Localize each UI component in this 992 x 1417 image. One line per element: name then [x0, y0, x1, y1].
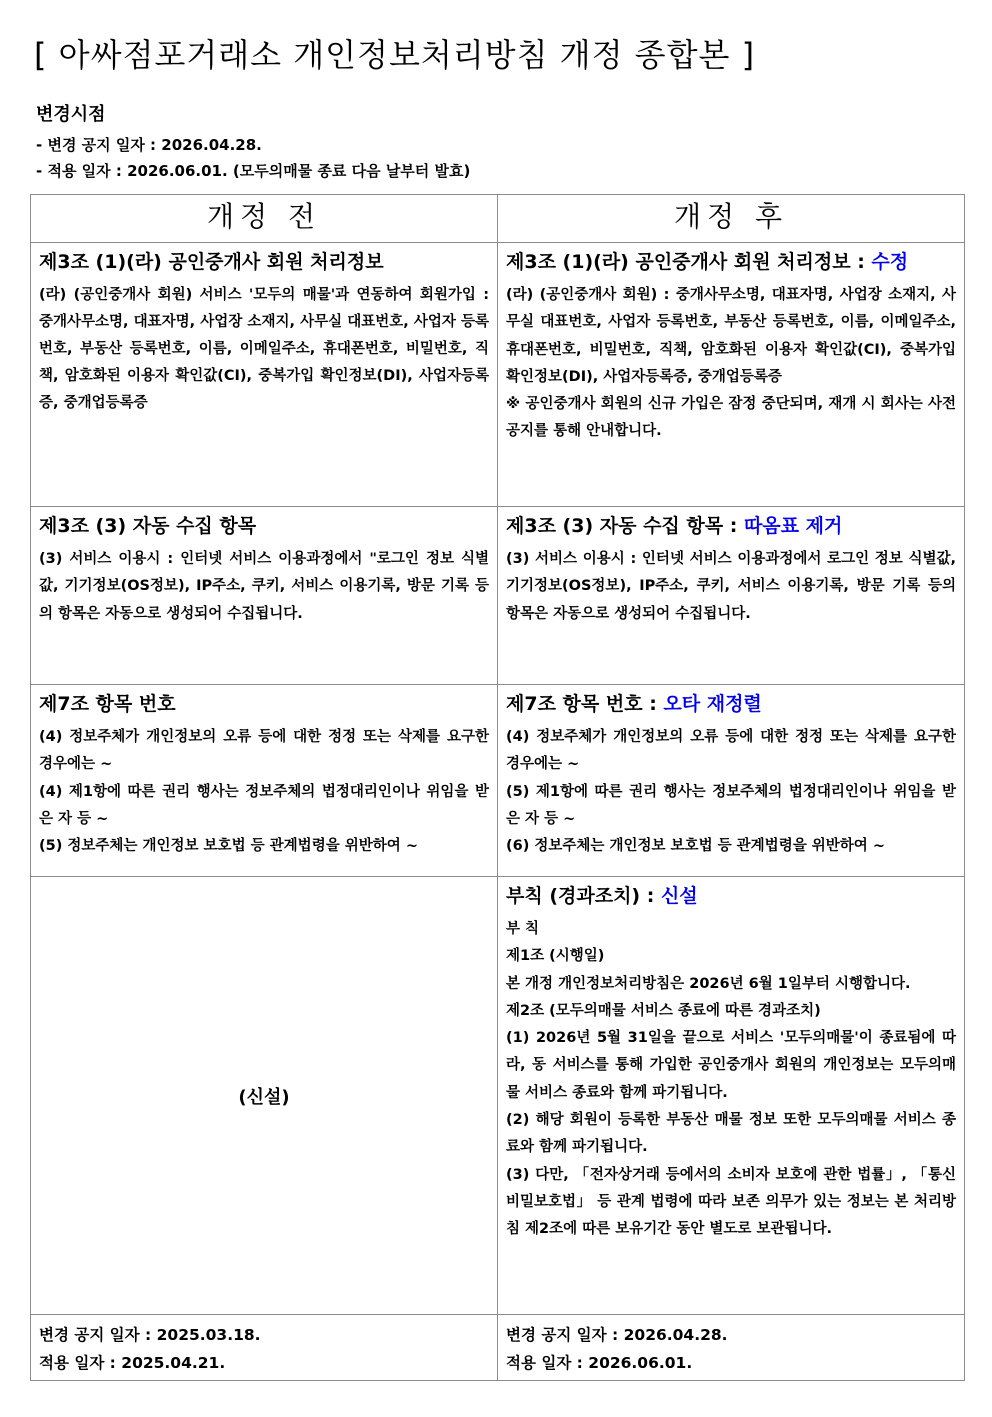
row3-before-heading: 제7조 항목 번호 — [39, 693, 176, 715]
row3-before-cell — [31, 685, 498, 877]
row4-after-cell — [498, 877, 965, 1315]
column-header-before: 개정 전 — [31, 195, 498, 243]
row4-after-line: 제2조 (모두의매물 서비스 종료에 따른 경과조치) — [506, 1002, 821, 1019]
row4-after-line: (1) 2026년 5월 31일을 끝으로 서비스 '모두의매물'이 종료됨에 따라, 동 서비스를 통해 가입한 공인중개사 회원의 개인정보는 모두의매물 서비스 종료와 함께 파기됩니다. — [506, 1030, 956, 1101]
row1-after-heading-text: 제3조 (1)(라) 공인중개사 회원 처리정보 : — [506, 251, 872, 273]
row1-after-note: ※ 공인중개사 회원의 신규 가입은 잠정 중단되며, 재개 시 회사는 사전 공지를 통해 안내합니다. — [506, 396, 956, 440]
row1-before-cell — [31, 243, 498, 507]
change-tag: 따옴표 제거 — [743, 515, 843, 537]
row1-after-heading — [506, 247, 956, 274]
row4-after-heading-text: 부칙 (경과조치) : — [506, 885, 661, 907]
change-tag: 신설 — [660, 885, 698, 907]
footer-before-effective: 적용 일자 : 2025.04.21. — [39, 1354, 226, 1372]
section-heading: 변경시점 — [36, 104, 106, 125]
footer-before-notice: 변경 공지 일자 : 2025.03.18. — [39, 1326, 261, 1344]
footer-after-cell — [498, 1315, 965, 1381]
row1-after-cell — [498, 243, 965, 507]
row2-after-heading — [506, 511, 956, 538]
table-row — [31, 877, 965, 1315]
row2-after-body: (3) 서비스 이용시 : 인터넷 서비스 이용과정에서 로그인 정보 식별값, 기기정보(OS정보), IP주소, 쿠키, 서비스 이용기록, 방문 기록 등의 항목은 자동으로 생성되어 수집됩니다. — [506, 551, 956, 622]
row3-after-line: (4) 정보주체가 개인정보의 오류 등에 대한 정정 또는 삭제를 요구한 경우에는 ~ — [506, 729, 956, 773]
row4-after-line: 제1조 (시행일) — [506, 948, 605, 965]
change-tag: 수정 — [871, 251, 909, 273]
row3-after-cell — [498, 685, 965, 877]
row2-before-heading: 제3조 (3) 자동 수집 항목 — [39, 515, 257, 537]
table-footer-row — [31, 1315, 965, 1381]
row1-before-body: (라) (공인중개사 회원) 서비스 '모두의 매물'과 연동하여 회원가입 : 중개사무소명, 대표자명, 사업장 소재지, 사무실 대표번호, 사업자 등록번호, 부동산 등록번호, 이름, 이메일주소, 휴대폰번호, 비밀번호, 직책, 암호화된 이용자 확인값(CI), 중복가입 확인정보(DI), 사업자등록증, 중개업등록증 — [39, 287, 489, 411]
row4-before-cell: (신설) — [31, 877, 498, 1315]
row3-before-line: (4) 정보주체가 개인정보의 오류 등에 대한 정정 또는 삭제를 요구한 경우에는 ~ — [39, 729, 489, 773]
row4-after-line: (2) 해당 회원이 등록한 부동산 매물 정보 또한 모두의매물 서비스 종료와 함께 파기됩니다. — [506, 1112, 956, 1156]
row3-after-heading — [506, 689, 956, 716]
footer-after-notice: 변경 공지 일자 : 2026.04.28. — [506, 1326, 728, 1344]
row1-before-heading: 제3조 (1)(라) 공인중개사 회원 처리정보 — [39, 251, 384, 273]
change-tag: 오타 재정렬 — [663, 693, 762, 715]
notice-date: - 변경 공지 일자 : 2026.04.28. — [36, 136, 262, 154]
row2-after-cell — [498, 507, 965, 685]
footer-before-cell — [31, 1315, 498, 1381]
table-row — [31, 685, 965, 877]
row3-before-line: (4) 제1항에 따른 권리 행사는 정보주체의 법정대리인이나 위임을 받은 자 등 ~ — [39, 783, 489, 827]
row4-after-heading — [506, 881, 956, 908]
row2-before-cell — [31, 507, 498, 685]
comparison-table — [30, 194, 965, 1381]
row3-before-line: (5) 정보주체는 개인정보 보호법 등 관계법령을 위반하여 ~ — [39, 838, 418, 855]
effective-date: - 적용 일자 : 2026.06.01. (모두의매물 종료 다음 날부터 발효) — [36, 162, 471, 180]
row2-before-body: (3) 서비스 이용시 : 인터넷 서비스 이용과정에서 "로그인 정보 식별값, 기기정보(OS정보), IP주소, 쿠키, 서비스 이용기록, 방문 기록 등의 항목은 자동으로 생성되어 수집됩니다. — [39, 551, 489, 622]
table-row — [31, 243, 965, 507]
column-header-after: 개정 후 — [498, 195, 965, 243]
footer-after-effective: 적용 일자 : 2026.06.01. — [506, 1354, 693, 1372]
row3-after-line: (6) 정보주체는 개인정보 보호법 등 관계법령을 위반하여 ~ — [506, 838, 885, 855]
row3-after-line: (5) 제1항에 따른 권리 행사는 정보주체의 법정대리인이나 위임을 받은 자 등 ~ — [506, 783, 956, 827]
row3-after-heading-text: 제7조 항목 번호 : — [506, 693, 664, 715]
row4-after-line: (3) 다만, 「전자상거래 등에서의 소비자 보호에 관한 법률」, 「통신비밀보호법」 등 관계 법령에 따라 보존 의무가 있는 정보는 본 처리방침 제2조에 따른 보유기간 동안 별도로 보관됩니다. — [506, 1166, 956, 1238]
table-header-row — [31, 195, 965, 243]
row2-after-heading-text: 제3조 (3) 자동 수집 항목 : — [506, 515, 744, 537]
row4-after-line: 본 개정 개인정보처리방침은 2026년 6월 1일부터 시행합니다. — [506, 975, 911, 992]
document-title: [ 아싸점포거래소 개인정보처리방침 개정 종합본 ] — [34, 36, 756, 74]
row1-after-body: (라) (공인중개사 회원) : 중개사무소명, 대표자명, 사업장 소재지, 사무실 대표번호, 사업자 등록번호, 부동산 등록번호, 이름, 이메일주소, 휴대폰번호, 비밀번호, 직책, 암호화된 이용자 확인값(CI), 중복가입 확인정보(DI), 사업자등록증, 중개업등록증 — [506, 287, 956, 385]
table-row — [31, 507, 965, 685]
row4-after-line: 부 칙 — [506, 921, 540, 937]
